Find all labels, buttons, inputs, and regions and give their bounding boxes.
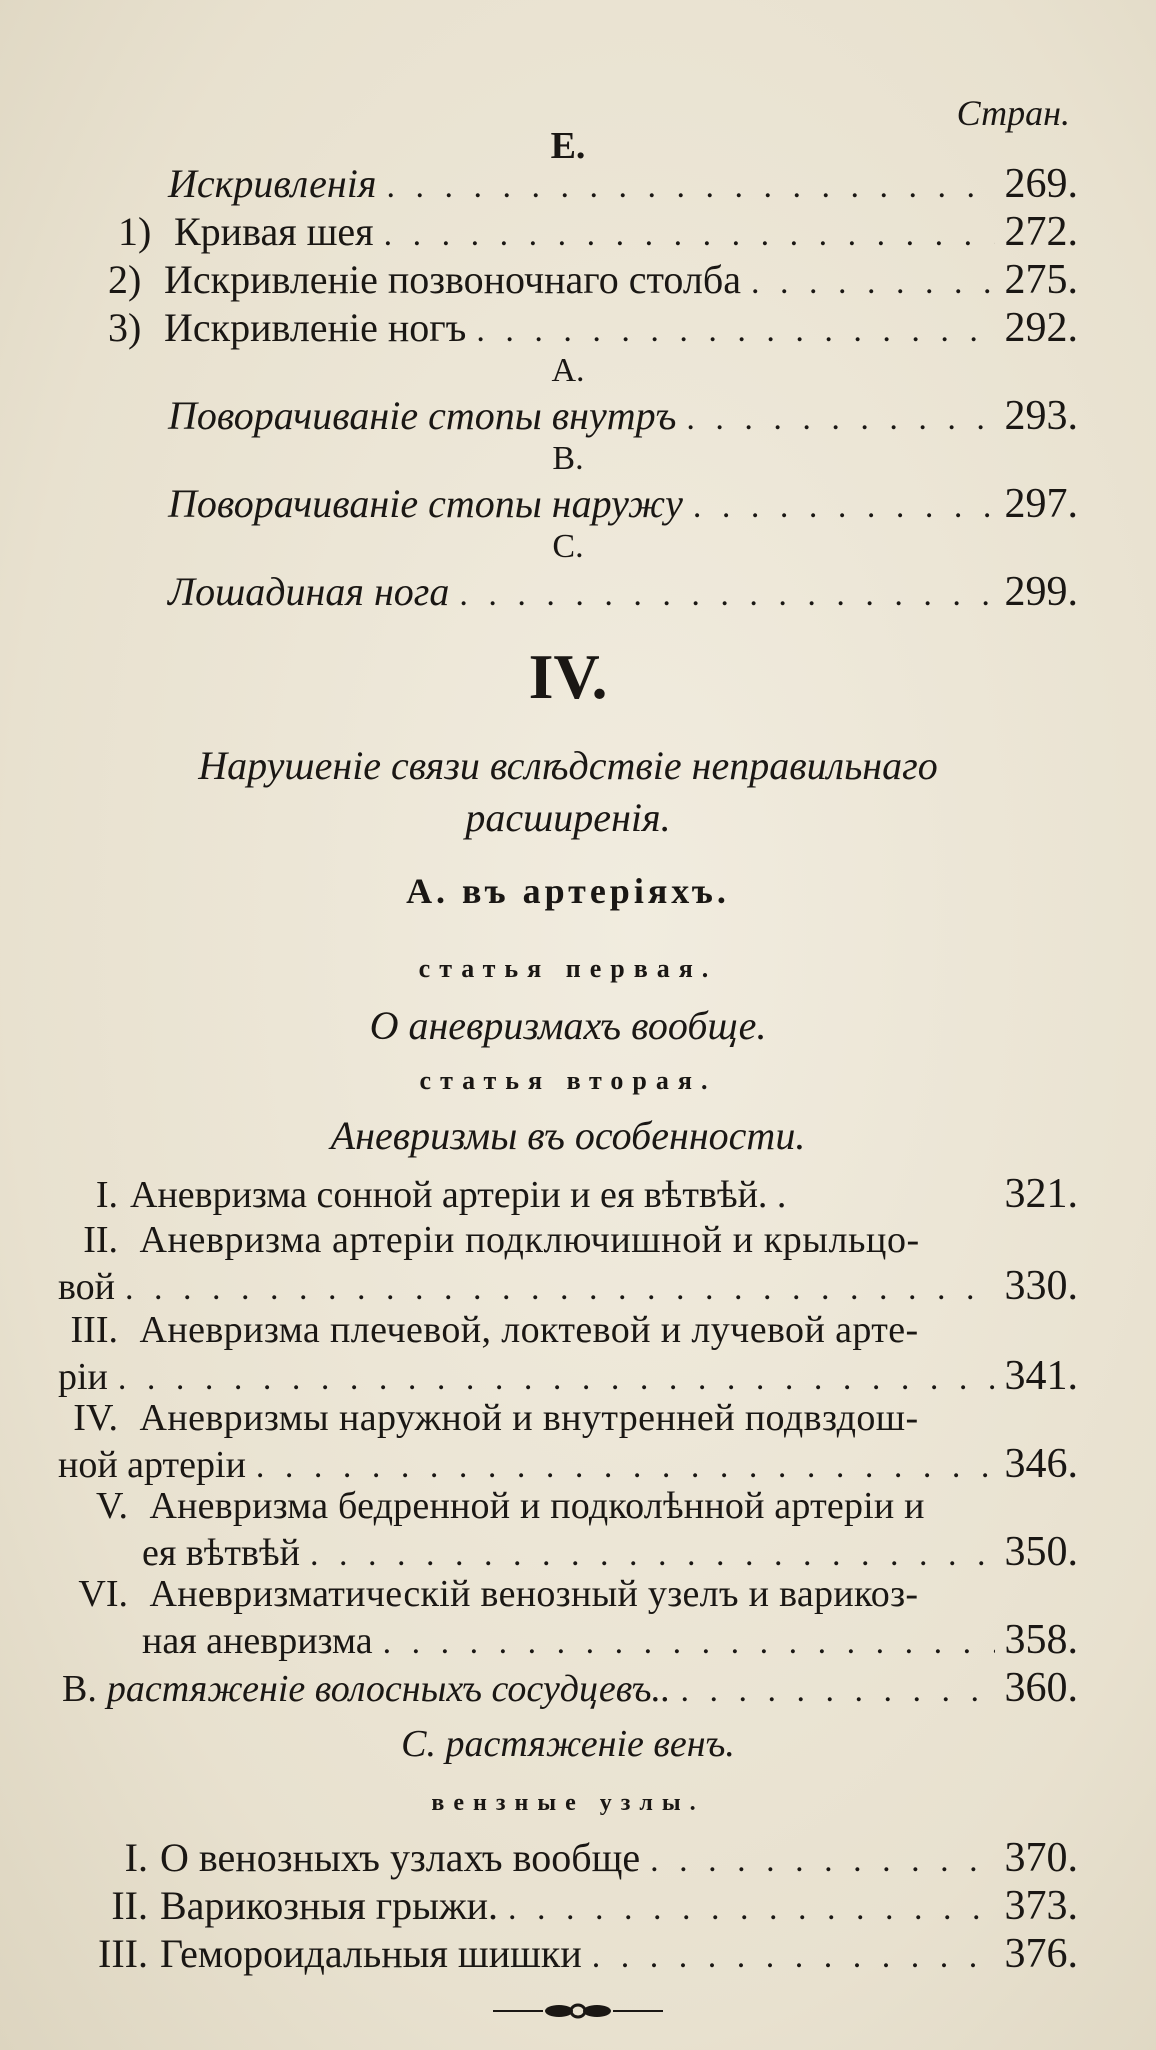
entry-page: 292. xyxy=(1004,305,1078,351)
dot-leader xyxy=(592,1938,995,1976)
entry-page: 370. xyxy=(1004,1835,1078,1881)
entry-label-cont: ея вѣтвѣй xyxy=(142,1532,300,1574)
entry-number: VI. xyxy=(78,1573,128,1615)
dot-leader xyxy=(686,400,994,438)
entry-number: II. xyxy=(111,1883,148,1928)
article2-title: Аневризмы въ особенности. xyxy=(330,1113,806,1158)
entry-number: III. xyxy=(70,1309,118,1351)
toc-entry xyxy=(58,1930,1078,1978)
entry-page: 358. xyxy=(1004,1617,1078,1663)
entry-label-cont: вой xyxy=(58,1266,116,1308)
article1-heading: статья первая. xyxy=(418,954,718,983)
entry-label: Кривая шея xyxy=(174,209,374,254)
entry-label: Гемороидальныя шишки xyxy=(160,1931,582,1976)
entry-page: 360. xyxy=(1004,1665,1078,1711)
entry-number: V. xyxy=(95,1485,128,1527)
toc-entry-line xyxy=(58,1218,1078,1262)
part-numeral: IV. xyxy=(528,641,608,712)
entry-page: 346. xyxy=(1004,1441,1078,1487)
dot-leader xyxy=(118,1360,995,1398)
entry-number: 2) xyxy=(108,257,142,302)
toc-entry-cont xyxy=(58,1528,1078,1576)
entry-number: II. xyxy=(83,1219,118,1261)
end-ornament xyxy=(493,2002,663,2020)
dot-leader xyxy=(386,168,994,206)
article1-title: О аневризмахъ вообще. xyxy=(369,1003,767,1048)
dot-leader xyxy=(508,1890,994,1928)
toc-entry xyxy=(58,256,1078,304)
entry-label-cont: ріи xyxy=(58,1356,108,1398)
entry-label: О венозныхъ узлахъ вообще xyxy=(160,1835,641,1880)
toc-entry-line xyxy=(58,1572,1078,1616)
toc-entry xyxy=(58,568,1078,616)
toc-entry xyxy=(58,1882,1078,1930)
toc-entry xyxy=(58,160,1078,208)
entry-page: 376. xyxy=(1004,1931,1078,1977)
entry-prefix: B. xyxy=(62,1668,97,1710)
toc-entry-line xyxy=(58,1308,1078,1352)
entry-page: 272. xyxy=(1004,209,1078,255)
entry-page: 293. xyxy=(1004,393,1078,439)
toc-entry-cont xyxy=(58,1616,1078,1664)
dot-leader xyxy=(681,1672,995,1710)
toc-entry-cont xyxy=(58,1262,1078,1310)
entry-label: Искривленіе ногъ xyxy=(164,305,467,350)
section-letter-e: E. xyxy=(550,125,586,167)
dot-leader xyxy=(125,1270,994,1308)
entry-page: 321. xyxy=(1004,1171,1078,1217)
dot-leader xyxy=(310,1536,995,1574)
entry-label: Поворачиваніе стопы наружу xyxy=(168,481,683,526)
entry-label: Аневризмы наружной и внутренней подвздош- xyxy=(139,1397,919,1439)
toc-entry xyxy=(58,392,1078,440)
entry-label: Поворачиваніе стопы внутръ xyxy=(168,393,677,438)
entry-page: 350. xyxy=(1004,1529,1078,1575)
entry-page: 341. xyxy=(1004,1353,1078,1399)
toc-entry-cont xyxy=(58,1352,1078,1400)
toc-entry xyxy=(58,1834,1078,1882)
subsection-letter: A. xyxy=(551,352,585,389)
entry-label-cont: ной артеріи xyxy=(58,1444,246,1486)
toc-entry xyxy=(58,480,1078,528)
toc-entry xyxy=(58,1664,1078,1712)
entry-label: растяженіе волосныхъ сосудцевъ.. xyxy=(106,1668,671,1710)
entry-page: 299. xyxy=(1004,569,1078,615)
entry-page: 275. xyxy=(1004,257,1078,303)
entry-number: IV. xyxy=(73,1397,118,1439)
entry-number: I. xyxy=(124,1835,148,1880)
entry-page: 373. xyxy=(1004,1883,1078,1929)
dot-leader xyxy=(650,1842,994,1880)
section-c-heading: C. растяженіе венъ. xyxy=(401,1723,735,1765)
toc-entry xyxy=(58,304,1078,352)
entry-label: Искривленіе позвоночнаго столба xyxy=(164,257,741,302)
entry-page: 330. xyxy=(1004,1263,1078,1309)
dot-leader xyxy=(751,264,995,302)
entry-page: 297. xyxy=(1004,481,1078,527)
toc-entry-line xyxy=(58,1396,1078,1440)
entry-number: I. xyxy=(95,1174,118,1216)
entry-number: 3) xyxy=(108,305,142,350)
dot-leader xyxy=(476,312,994,350)
dot-leader xyxy=(383,1624,995,1662)
part-title-line2: расширенія. xyxy=(465,795,671,840)
entry-label: Лошадиная нога xyxy=(168,569,450,614)
entry-page: 269. xyxy=(1004,161,1078,207)
part-title-line1: Нарушеніе связи вслѣдствіе неправильнаго xyxy=(198,743,938,788)
entry-number: 1) xyxy=(118,209,152,254)
subsection-letter: C. xyxy=(552,528,584,565)
subsection-letter: B. xyxy=(552,440,584,477)
entry-label: Аневризматическій венозный узелъ и варикоз- xyxy=(149,1573,919,1615)
toc-entry xyxy=(58,1170,1078,1218)
dot-leader xyxy=(384,216,995,254)
entry-label-cont: ная аневризма xyxy=(142,1620,373,1662)
entry-label: Аневризма артеріи подключишной и крыльцо- xyxy=(139,1219,920,1261)
toc-entry-line xyxy=(58,1484,1088,1528)
toc-entry-cont xyxy=(58,1440,1078,1488)
dot-leader xyxy=(693,488,995,526)
page-column-label: Стран. xyxy=(956,93,1070,133)
entry-label: Аневризма плечевой, локтевой и лучевой арте- xyxy=(139,1309,919,1351)
dot-leader xyxy=(459,576,994,614)
article2-heading: статья вторая. xyxy=(419,1066,717,1095)
entry-label: Аневризма сонной артеріи и ея вѣтвѣй. . xyxy=(130,1174,787,1216)
venous-heading: вензные узлы. xyxy=(431,1790,705,1816)
entry-label: Аневризма бедренной и подколѣнной артеріи и xyxy=(149,1485,925,1527)
toc-entry xyxy=(58,208,1078,256)
entry-label: Варикозныя грыжи. xyxy=(160,1883,499,1928)
section-a-heading: A. въ артеріяхъ. xyxy=(406,871,730,911)
dot-leader xyxy=(256,1448,995,1486)
entry-label: Искривленія xyxy=(168,161,377,206)
entry-number: III. xyxy=(98,1931,148,1976)
